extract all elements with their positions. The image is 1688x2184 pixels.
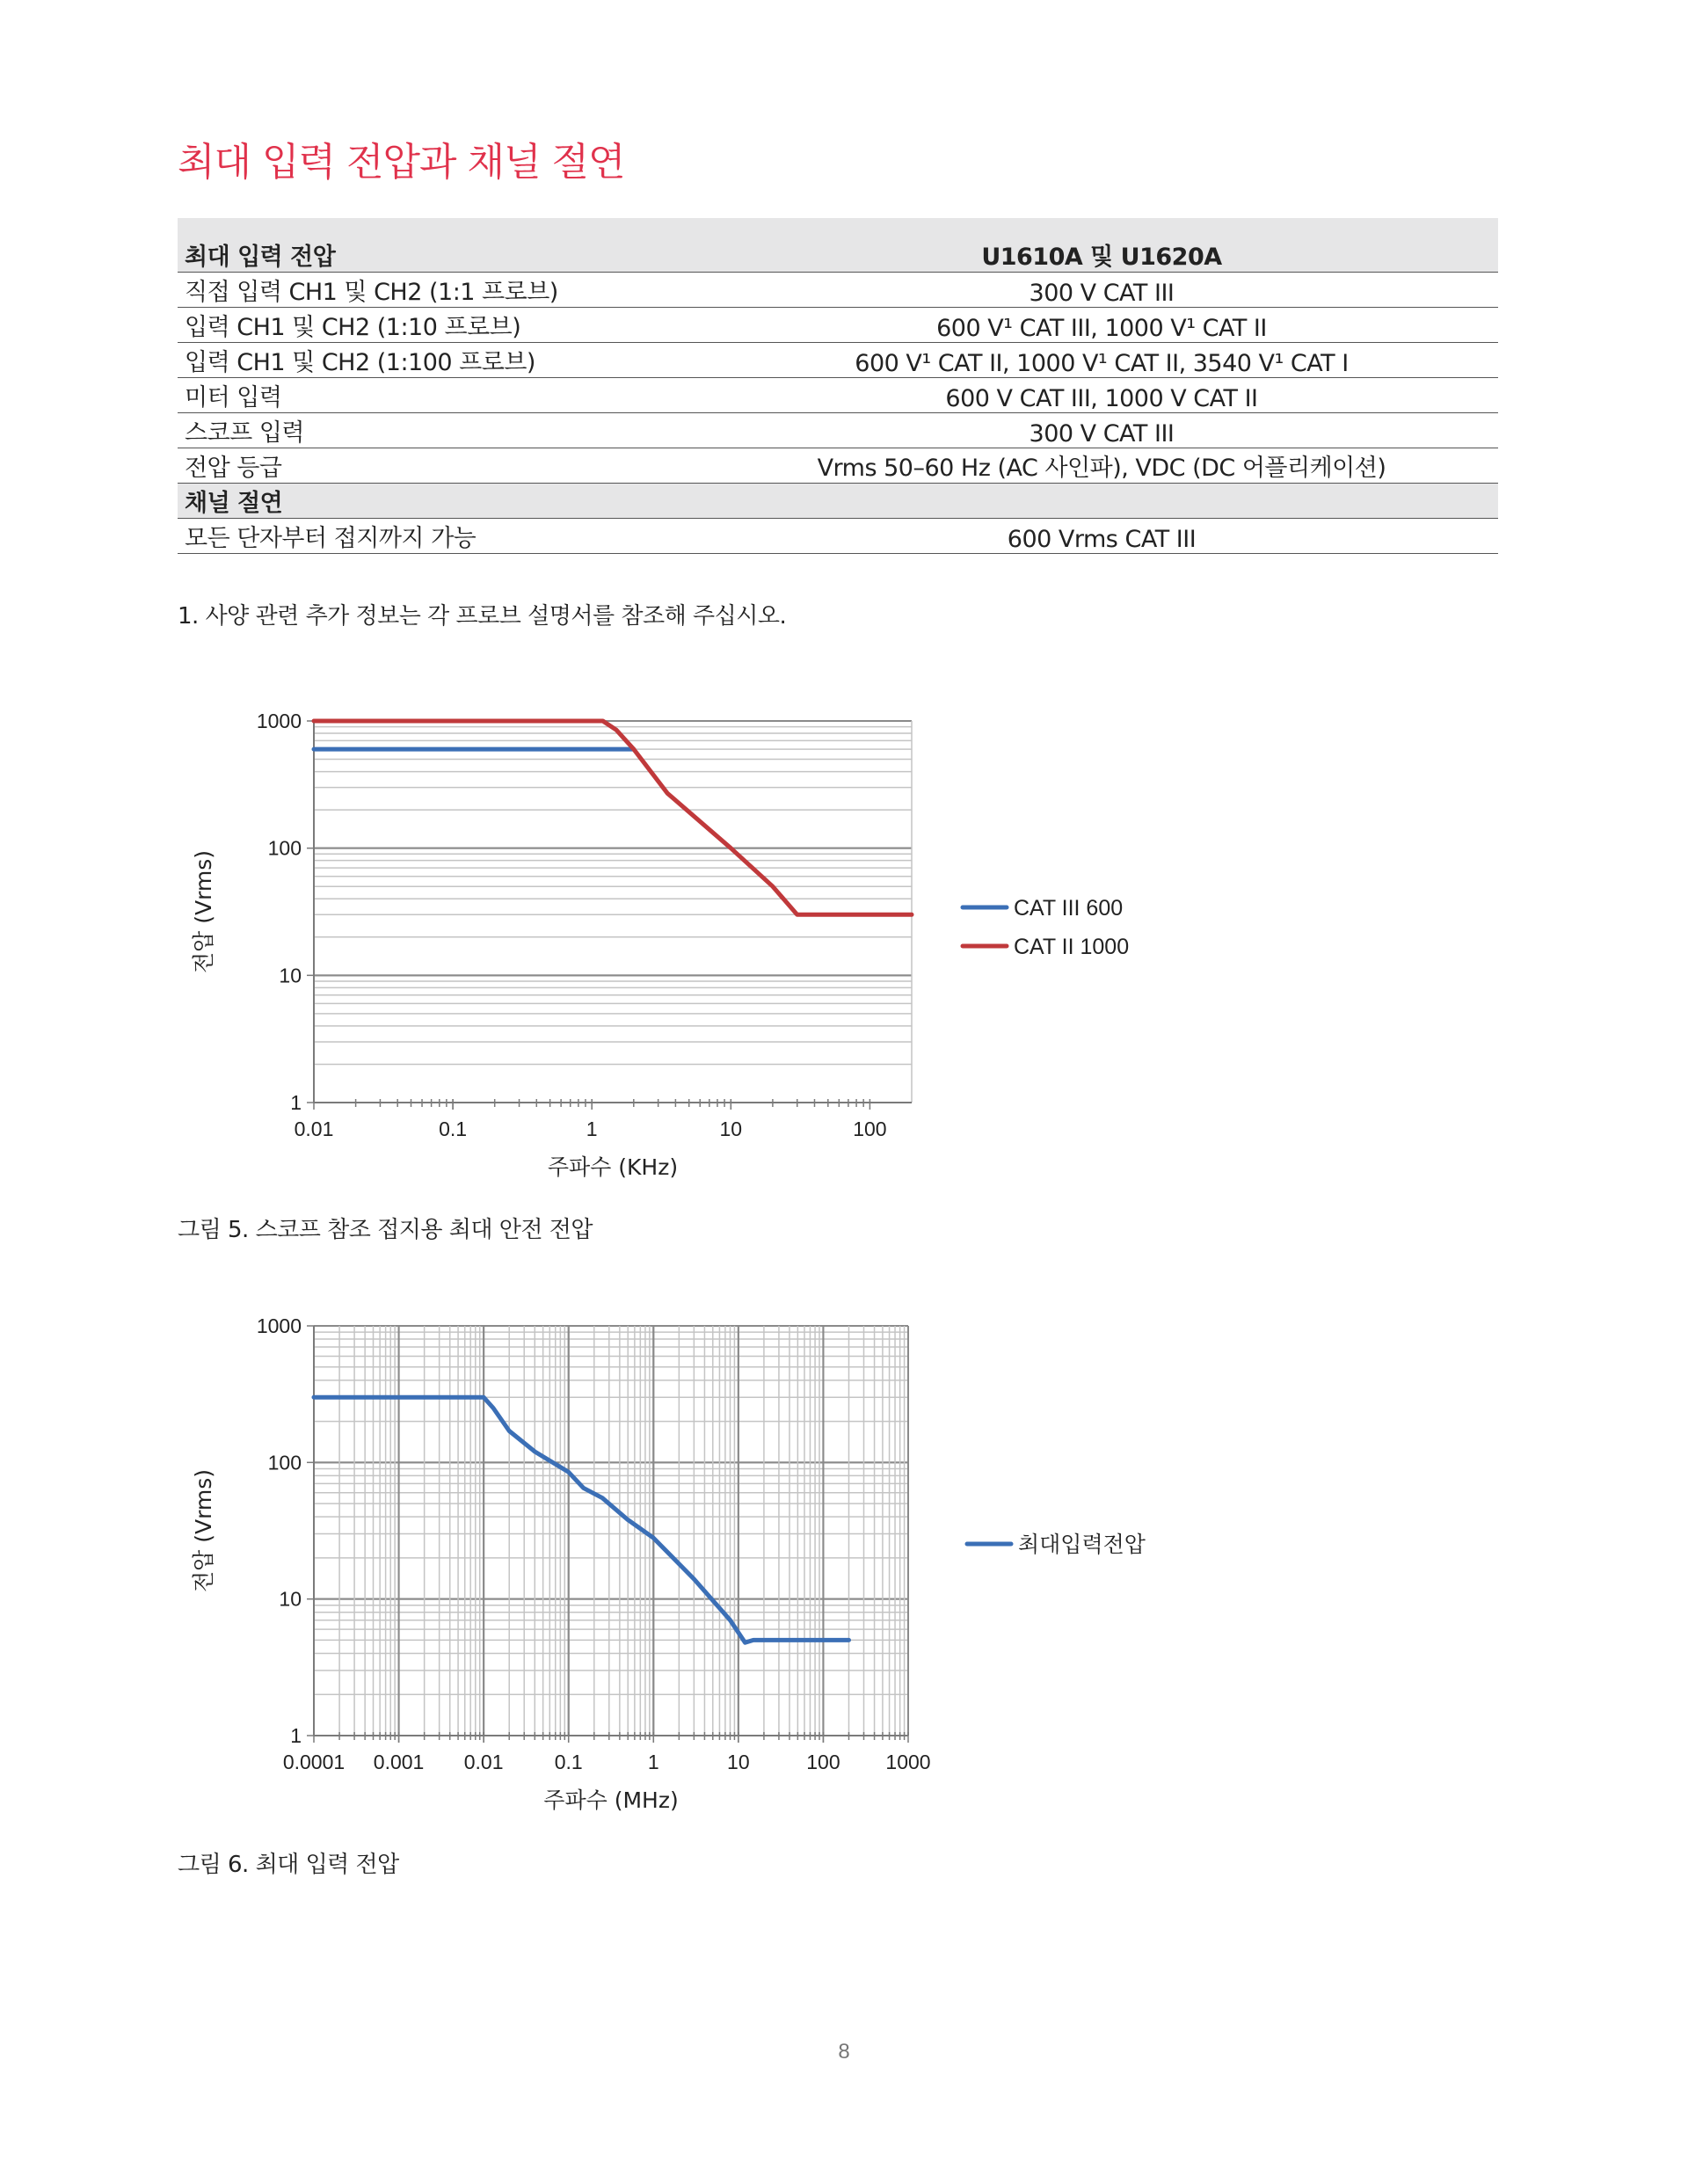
row-label: 입력 CH1 및 CH2 (1:10 프로브) bbox=[178, 308, 705, 343]
row-value: 600 Vrms CAT III bbox=[705, 519, 1498, 554]
y-tick-label: 100 bbox=[267, 1451, 302, 1474]
row-label: 직접 입력 CH1 및 CH2 (1:1 프로브) bbox=[178, 273, 705, 308]
y-tick-label: 1 bbox=[290, 1724, 302, 1747]
x-tick-label: 1000 bbox=[885, 1751, 931, 1773]
table-row bbox=[178, 343, 1498, 378]
legend-label: CAT II 1000 bbox=[1014, 935, 1130, 959]
x-tick-label: 100 bbox=[806, 1751, 840, 1773]
y-axis-label: 전압 (Vrms) bbox=[191, 849, 216, 974]
row-value: 600 V¹ CAT III, 1000 V¹ CAT II bbox=[705, 308, 1498, 343]
table-row bbox=[178, 519, 1498, 554]
y-tick-label: 10 bbox=[279, 964, 302, 987]
header-label: 최대 입력 전압 bbox=[178, 218, 705, 273]
y-tick-label: 1 bbox=[290, 1091, 302, 1114]
row-label: 입력 CH1 및 CH2 (1:100 프로브) bbox=[178, 343, 705, 378]
x-axis-label: 주파수 (KHz) bbox=[547, 1154, 679, 1180]
y-tick-label: 1000 bbox=[256, 1314, 302, 1337]
table-header-row bbox=[178, 218, 1498, 273]
chart-figure-5 bbox=[176, 695, 1187, 1187]
x-axis-label: 주파수 (MHz) bbox=[543, 1787, 679, 1813]
x-tick-label: 0.01 bbox=[463, 1751, 504, 1773]
table-row bbox=[178, 378, 1498, 413]
row-label: 미터 입력 bbox=[178, 378, 705, 413]
page-title: 최대 입력 전압과 채널 절연 bbox=[178, 140, 625, 185]
chart-figure-6 bbox=[176, 1310, 1187, 1838]
x-tick-label: 0.0001 bbox=[282, 1751, 346, 1773]
table-row bbox=[178, 413, 1498, 448]
x-tick-label: 0.01 bbox=[294, 1117, 334, 1140]
legend-label: CAT III 600 bbox=[1014, 896, 1124, 921]
row-label: 전압 등급 bbox=[178, 448, 705, 484]
section-label: 채널 절연 bbox=[178, 484, 705, 519]
x-tick-label: 1 bbox=[586, 1117, 598, 1140]
header-value: U1610A 및 U1620A bbox=[705, 218, 1498, 273]
table-row bbox=[178, 448, 1498, 484]
row-value: 300 V CAT III bbox=[705, 413, 1498, 448]
x-tick-label: 0.1 bbox=[554, 1751, 583, 1773]
row-value: 600 V CAT III, 1000 V CAT II bbox=[705, 378, 1498, 413]
row-value: 600 V¹ CAT II, 1000 V¹ CAT II, 3540 V¹ CAT I bbox=[705, 343, 1498, 378]
row-label: 스코프 입력 bbox=[178, 413, 705, 448]
spec-table bbox=[178, 218, 1498, 554]
y-tick-label: 100 bbox=[267, 836, 302, 860]
x-tick-label: 1 bbox=[647, 1751, 659, 1773]
x-tick-label: 100 bbox=[853, 1117, 887, 1140]
row-value: 300 V CAT III bbox=[705, 273, 1498, 308]
figure-5-caption: 그림 5. 스코프 참조 접지용 최대 안전 전압 bbox=[178, 1217, 593, 1243]
y-axis-label: 전압 (Vrms) bbox=[191, 1468, 216, 1593]
x-tick-label: 0.001 bbox=[373, 1751, 425, 1773]
x-tick-label: 0.1 bbox=[439, 1117, 468, 1140]
table-row bbox=[178, 308, 1498, 343]
x-tick-label: 10 bbox=[727, 1751, 750, 1773]
legend-label: 최대입력전압 bbox=[1018, 1532, 1146, 1557]
table-row bbox=[178, 273, 1498, 308]
page-number: 8 bbox=[838, 2040, 850, 2064]
x-tick-label: 10 bbox=[719, 1117, 743, 1140]
figure-6-caption: 그림 6. 최대 입력 전압 bbox=[178, 1852, 399, 1878]
row-label: 모든 단자부터 접지까지 가능 bbox=[178, 519, 705, 554]
row-value: Vrms 50–60 Hz (AC 사인파), VDC (DC 어플리케이션) bbox=[705, 448, 1498, 484]
section-value bbox=[705, 484, 1498, 519]
y-tick-label: 10 bbox=[279, 1587, 302, 1611]
y-tick-label: 1000 bbox=[256, 710, 302, 732]
footnote: 1. 사양 관련 추가 정보는 각 프로브 설명서를 참조해 주십시오. bbox=[178, 603, 787, 630]
section-row-channel-isolation bbox=[178, 484, 1498, 519]
